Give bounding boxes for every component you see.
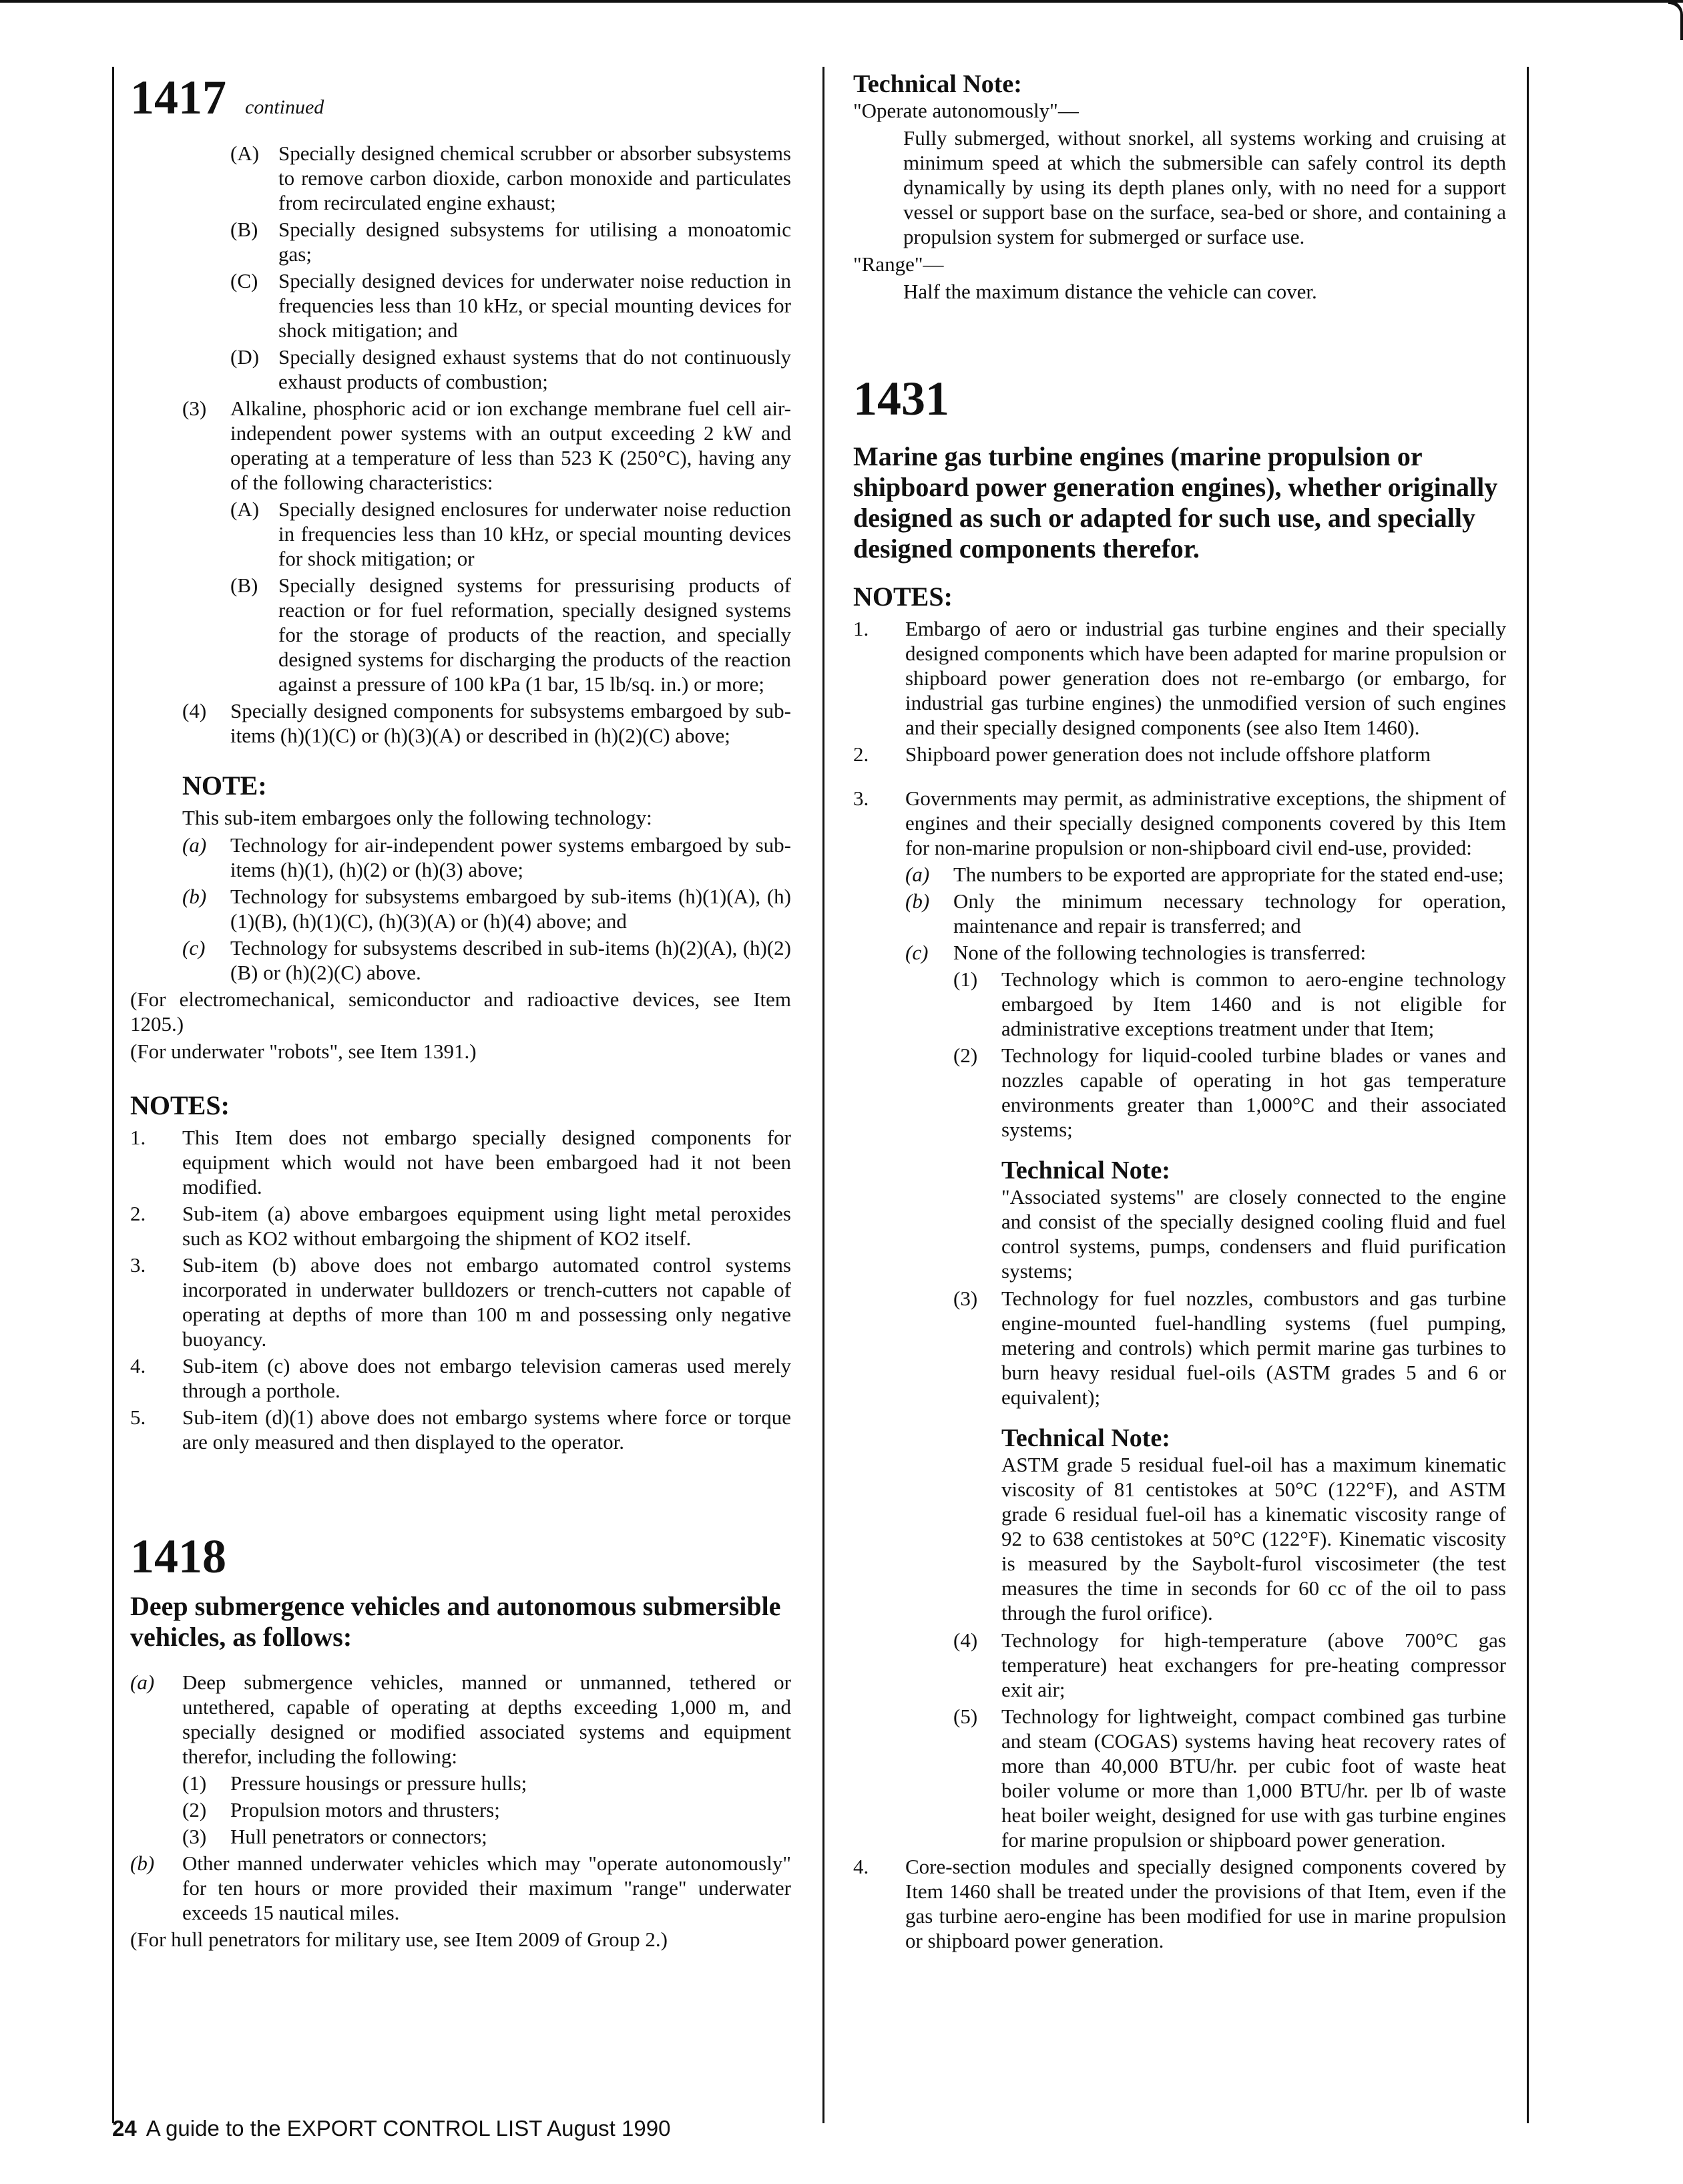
- list-item: (A) Specially designed chemical scrubber or absorber subsystems to remove carbon dioxide, carbon monoxide and particulates from recirculated engine exhaust;: [230, 142, 791, 214]
- list-item: (3) Alkaline, phosphoric acid or ion exchange membrane fuel cell air-independent power systems with an output exceeding 2 kW and operating at a temperature of less than 523 K (250°C), having any of the following characteristics:: [182, 397, 791, 494]
- continued-label: continued: [245, 96, 324, 118]
- list-item: 2. Sub-item (a) above embargoes equipment using light metal peroxides such as KO2 without embargoing the shipment of KO2 itself.: [130, 1202, 791, 1250]
- list-item: (1) Pressure housings or pressure hulls;: [182, 1771, 527, 1795]
- technical-note-heading: Technical Note:: [1001, 1156, 1170, 1184]
- cross-reference: (For hull penetrators for military use, see Item 2009 of Group 2.): [130, 1928, 668, 1951]
- list-item: (B) Specially designed systems for pressurising products of reaction or for fuel reformation, specially designed systems for the storage of products of the reaction, and specially designed systems for discharging the products of the reaction against a pressure of 100 kPa (1 bar, 15 lb/sq. in.) or more;: [230, 574, 791, 696]
- list-item: (C) Specially designed devices for underwater noise reduction in frequencies less than 10 kHz, or special mounting devices for shock mitigation; and: [230, 269, 791, 342]
- list-item: 2. Shipboard power generation does not include offshore platform: [853, 742, 1431, 766]
- technical-note-heading: Technical Note:: [853, 70, 1022, 98]
- top-border: [0, 0, 1683, 3]
- item-number-1431: 1431: [853, 372, 949, 425]
- notes-heading: NOTES:: [853, 582, 953, 612]
- list-item: (3) Hull penetrators or connectors;: [182, 1825, 487, 1848]
- right-column-rule: [1527, 67, 1529, 2123]
- definition: Fully submerged, without snorkel, all systems working and cruising at minimum speed at which the submersible can safely control its depth dynamically by using its depth planes only, with no need for a support vessel or support base on the surface, sea-bed or shore, and containing a propulsion system for submerged or surface use.: [903, 126, 1506, 248]
- list-item: (B) Specially designed subsystems for utilising a monoatomic gas;: [230, 218, 791, 266]
- technical-note-text: "Associated systems" are closely connected to the engine and consist of the specially designed cooling fluid and fuel control systems, pumps, condensers and fluid purification systems;: [1001, 1185, 1506, 1283]
- list-item: (b) Technology for subsystems embargoed by sub-items (h)(1)(A), (h)(1)(B), (h)(1)(C), (h)(3)(A) or (h)(4) above; and: [182, 885, 791, 933]
- list-item: 3. Governments may permit, as administrative exceptions, the shipment of engines and their specially designed components covered by this Item for non-marine propulsion or non-shipboard civil end-use, provided:: [853, 787, 1506, 859]
- notes-heading: NOTES:: [130, 1090, 230, 1120]
- page-number: 24: [112, 2116, 137, 2141]
- list-item: (a) Deep submergence vehicles, manned or unmanned, tethered or untethered, capable of operating at depths exceeding 1,000 m, and specially designed or modified associated systems and equipment therefor, including the following:: [130, 1671, 791, 1768]
- list-item: 4. Core-section modules and specially designed components covered by Item 1460 shall be treated under the provisions of that Item, even if the gas turbine aero-engine has been modified for use in marine propulsion or shipboard power generation.: [853, 1855, 1506, 1952]
- page-corner: [1668, 0, 1683, 40]
- left-column: [130, 72, 791, 1954]
- list-item: (b) Other manned underwater vehicles which may "operate autonomously" for ten hours or more provided their maximum "range" underwater exceeds 15 nautical miles.: [130, 1851, 791, 1924]
- list-item: (4) Specially designed components for subsystems embargoed by sub-items (h)(1)(C) or (h)(3)(A) or described in (h)(2)(C) above;: [182, 699, 791, 747]
- note-heading: NOTE:: [182, 771, 267, 801]
- item-number-1418: 1418: [130, 1530, 226, 1583]
- list-item: (2) Technology for liquid-cooled turbine blades or vanes and nozzles capable of operating in hot gas temperature environments greater than 1,000°C and their associated systems;: [953, 1044, 1506, 1141]
- list-item: 1. This Item does not embargo specially designed components for equipment which would not have been embargoed had it not been modified.: [130, 1126, 791, 1198]
- list-item: (b) Only the minimum necessary technology for operation, maintenance and repair is transferred; and: [905, 889, 1506, 937]
- list-item: (2) Propulsion motors and thrusters;: [182, 1798, 500, 1821]
- list-item: (c) None of the following technologies is transferred:: [905, 941, 1367, 964]
- term: "Operate autonomously"—: [853, 99, 1079, 122]
- center-column-rule: [822, 67, 824, 2123]
- footer-text: A guide to the EXPORT CONTROL LIST August 1990: [146, 2116, 671, 2141]
- list-item: 5. Sub-item (d)(1) above does not embargo systems where force or torque are only measured and then displayed to the operator.: [130, 1405, 791, 1454]
- list-item: (3) Technology for fuel nozzles, combustors and gas turbine engine-mounted fuel-handling systems (fuel pumping, metering and controls) which permit marine gas turbines to burn heavy residual fuel-oils (ASTM grades 5 and 6 or equivalent);: [953, 1287, 1506, 1409]
- list-item: (D) Specially designed exhaust systems that do not continuously exhaust products of combustion;: [230, 345, 791, 393]
- list-item: (c) Technology for subsystems described in sub-items (h)(2)(A), (h)(2)(B) or (h)(2)(C) above.: [182, 936, 791, 984]
- list-item: 3. Sub-item (b) above does not embargo automated control systems incorporated in underwater bulldozers or trench-cutters not capable of operating at depths of more than 100 m and possessing only negative buoyancy.: [130, 1253, 791, 1351]
- item-title: Deep submergence vehicles and autonomous submersible vehicles, as follows:: [130, 1591, 781, 1652]
- list-item: (a) Technology for air-independent power systems embargoed by sub-items (h)(1), (h)(2) or (h)(3) above;: [182, 833, 791, 881]
- term: "Range"—: [853, 252, 944, 276]
- note-intro: This sub-item embargoes only the following technology:: [182, 806, 652, 829]
- list-item: (1) Technology which is common to aero-engine technology embargoed by Item 1460 and is not eligible for administrative exceptions treatment under that Item;: [953, 967, 1506, 1040]
- list-item: (a) The numbers to be exported are appropriate for the stated end-use;: [905, 863, 1504, 886]
- left-column-rule: [112, 67, 114, 2123]
- item-number-1417: 1417 continued: [130, 71, 324, 124]
- list-item: 1. Embargo of aero or industrial gas turbine engines and their specially designed components which have been adapted for marine propulsion or shipboard power generation does not re-embargo (or embargo, for industrial gas turbine engines) the unmodified version of such engines and their specially designed components (see also Item 1460).: [853, 617, 1506, 739]
- page-footer: [112, 2115, 670, 2142]
- cross-reference: (For electromechanical, semiconductor and radioactive devices, see Item 1205.): [130, 988, 791, 1036]
- list-item: (4) Technology for high-temperature (above 700°C gas temperature) heat exchangers for pre-heating compressor exit air;: [953, 1628, 1506, 1701]
- right-column: [853, 70, 1506, 1955]
- item-title: Marine gas turbine engines (marine propulsion or shipboard power generation engines), whether originally designed as such or adapted for such use, and specially designed components therefor.: [853, 441, 1498, 564]
- technical-note-heading: Technical Note:: [1001, 1424, 1170, 1452]
- cross-reference: (For underwater "robots", see Item 1391.): [130, 1040, 477, 1063]
- list-item: (A) Specially designed enclosures for underwater noise reduction in frequencies less than 10 kHz, or special mounting devices for shock mitigation; or: [230, 497, 791, 570]
- technical-note-text: ASTM grade 5 residual fuel-oil has a maximum kinematic viscosity of 81 centistokes at 50°C (122°F), and ASTM grade 6 residual fuel-oil has a kinematic viscosity range of 92 to 638 centistokes at 50°C (122°F). Kinematic viscosity is measured by the Saybolt-furol viscosimeter (the test measures the time in seconds for 60 cc of the oil to pass through the furol orifice).: [1001, 1453, 1506, 1624]
- definition: Half the maximum distance the vehicle can cover.: [903, 280, 1317, 303]
- list-item: 4. Sub-item (c) above does not embargo television cameras used merely through a porthole.: [130, 1354, 791, 1402]
- list-item: (5) Technology for lightweight, compact combined gas turbine and steam (COGAS) systems having heat recovery rates of more than 40,000 BTU/hr. per cubic foot of waste heat boiler volume or more than 1,000 BTU/hr. per lb of waste heat boiler weight, designed for use with gas turbine engines for marine propulsion or shipboard power generation.: [953, 1705, 1506, 1851]
